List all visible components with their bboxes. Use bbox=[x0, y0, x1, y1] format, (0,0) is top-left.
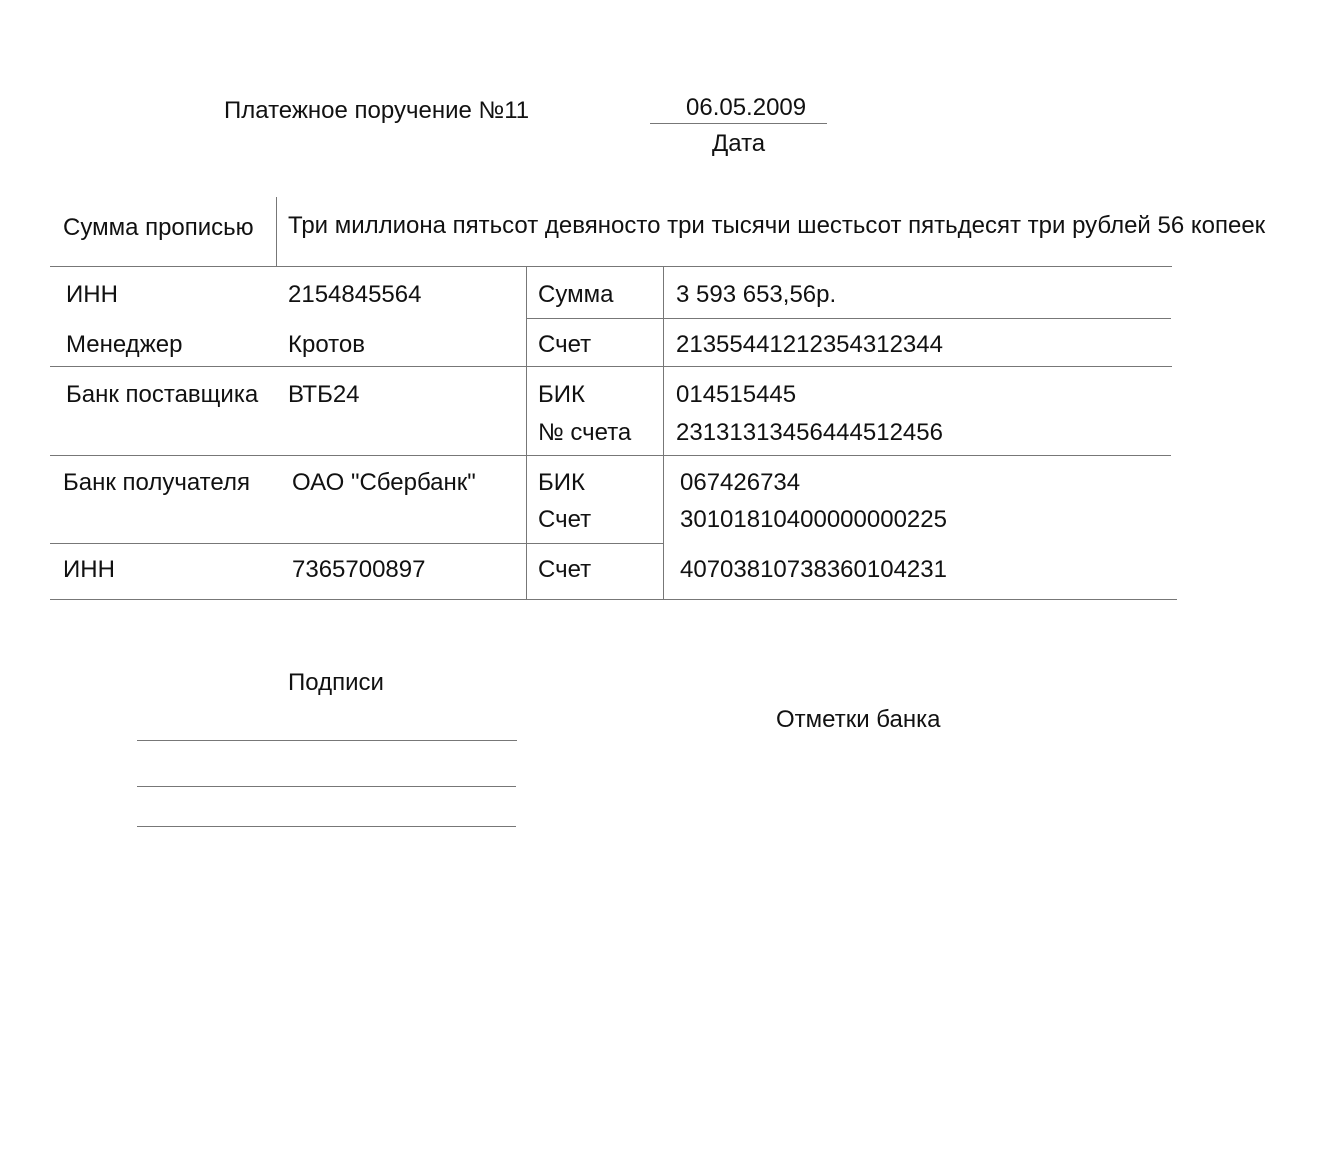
date-underline bbox=[650, 123, 827, 124]
date-value: 06.05.2009 bbox=[686, 94, 807, 121]
recipient-account-value: 40703810738360104231 bbox=[680, 556, 947, 583]
recipient-bank-value: ОАО "Сбербанк" bbox=[292, 469, 476, 496]
recipient-bank-account-label: Счет bbox=[538, 506, 592, 533]
document-title: Платежное поручение №11 bbox=[224, 97, 530, 124]
bank-marks-label: Отметки банка bbox=[776, 706, 941, 733]
table-line-sum bbox=[526, 318, 1171, 319]
payer-inn-label: ИНН bbox=[66, 281, 118, 308]
signatures-label: Подписи bbox=[288, 669, 384, 696]
recipient-bank-account-value: 30101810400000000225 bbox=[680, 506, 947, 533]
payer-account-label: Счет bbox=[538, 331, 592, 358]
recipient-inn-value: 7365700897 bbox=[292, 556, 426, 583]
date-label: Дата bbox=[712, 130, 766, 157]
recipient-bank-label: Банк получателя bbox=[63, 469, 250, 496]
supplier-account-no-value: 23131313456444512456 bbox=[676, 419, 943, 446]
table-line-top bbox=[50, 266, 1172, 267]
sum-label: Сумма bbox=[538, 281, 614, 308]
amount-words-label: Сумма прописью bbox=[63, 214, 254, 241]
table-line-recipient-bank bbox=[50, 543, 663, 544]
supplier-bank-value: ВТБ24 bbox=[288, 381, 360, 408]
signature-line bbox=[137, 740, 517, 741]
table-divider-1 bbox=[526, 266, 527, 599]
recipient-bik-value: 067426734 bbox=[680, 469, 801, 496]
recipient-account-label: Счет bbox=[538, 556, 592, 583]
supplier-bik-value: 014515445 bbox=[676, 381, 797, 408]
manager-value: Кротов bbox=[288, 331, 365, 358]
recipient-inn-label: ИНН bbox=[63, 556, 115, 583]
payer-account-value: 21355441212354312344 bbox=[676, 331, 943, 358]
supplier-account-no-label: № счета bbox=[538, 419, 632, 446]
recipient-bik-label: БИК bbox=[538, 469, 585, 496]
table-line-bottom bbox=[50, 599, 1177, 600]
manager-label: Менеджер bbox=[66, 331, 183, 358]
table-divider-2 bbox=[663, 266, 664, 599]
amount-words-divider bbox=[276, 197, 277, 266]
sum-value: 3 593 653,56р. bbox=[676, 281, 837, 308]
table-line-payer bbox=[50, 366, 1172, 367]
payer-inn-value: 2154845564 bbox=[288, 281, 422, 308]
signature-line bbox=[137, 826, 516, 827]
signature-line bbox=[137, 786, 516, 787]
table-line-supplier bbox=[50, 455, 1171, 456]
supplier-bank-label: Банк поставщика bbox=[66, 381, 259, 408]
amount-words-value: Три миллиона пятьсот девяносто три тысячи шестьсот пятьдесят три рублей 56 копеек bbox=[288, 212, 1266, 239]
supplier-bik-label: БИК bbox=[538, 381, 585, 408]
